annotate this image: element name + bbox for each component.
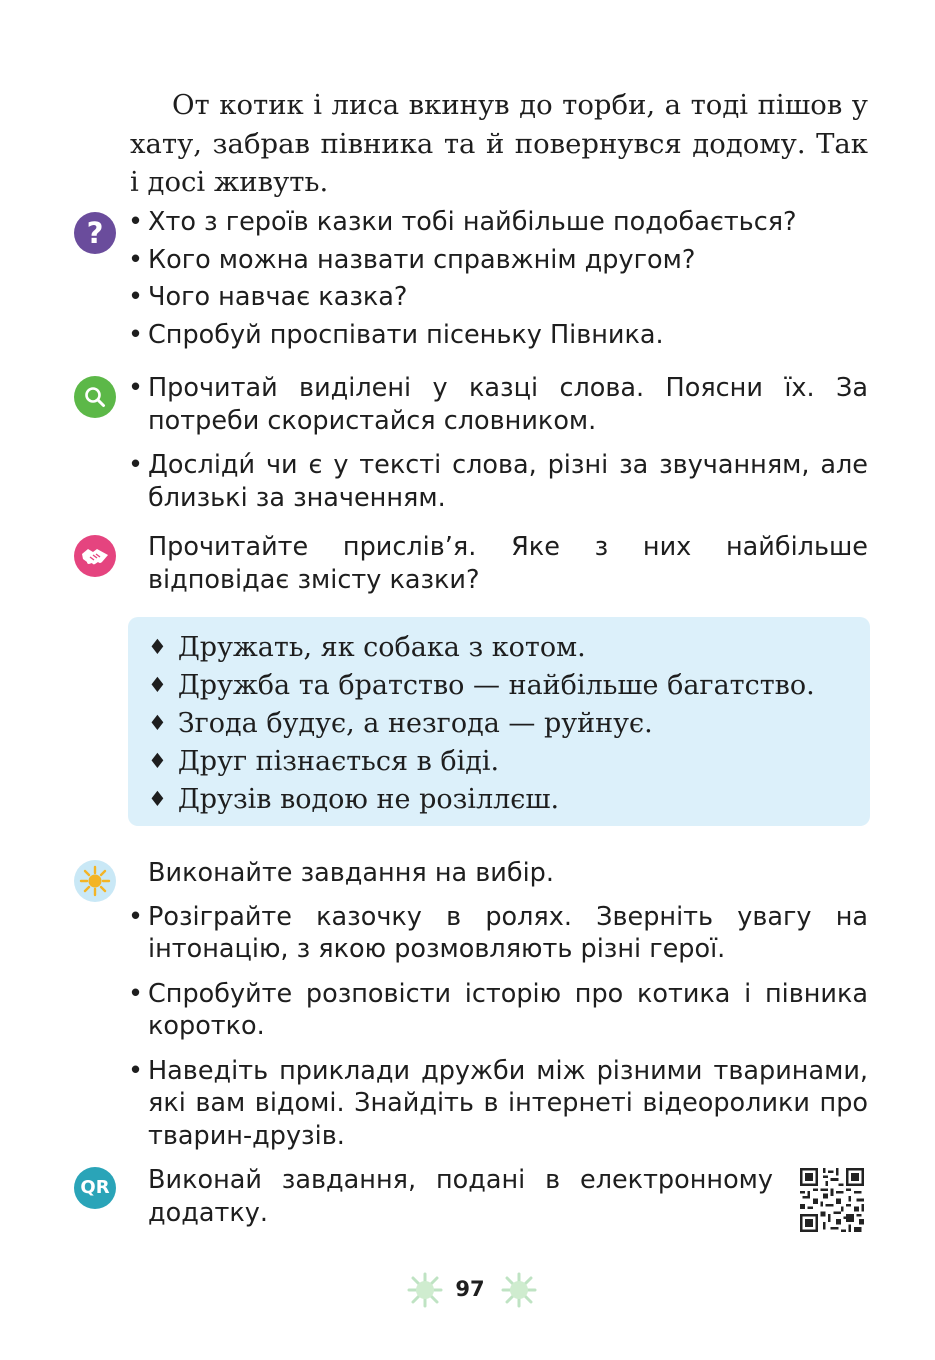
diamond-bullet-icon: ♦	[148, 749, 167, 773]
proverb-item: ♦ Дружба та братство — найбільше багатство.	[148, 670, 815, 701]
qr-code-icon[interactable]	[800, 1168, 864, 1232]
magnifier-icon	[74, 376, 116, 418]
question-item: • Чого навчає казка?	[148, 281, 868, 314]
story-ending-paragraph	[130, 86, 868, 202]
diamond-bullet-icon: ♦	[148, 787, 167, 811]
question-icon: ?	[74, 212, 116, 254]
proverbs-box	[128, 617, 870, 826]
question-item: • Спробуй проспівати пісеньку Півника.	[148, 319, 868, 352]
pair-task-text: Прочитайте прислів’я. Яке з них найбільше відповідає змісту казки?	[148, 532, 868, 595]
question-item: • Кого можна назвати справжнім другом?	[148, 244, 868, 277]
qr-task-text: Виконай завдання, подані в електронному додатку.	[148, 1165, 773, 1228]
choice-task-item: • Спробуйте розповісти історію про котика і півника коротко.	[148, 978, 868, 1043]
proverb-item: ♦ Друг пізнається в біді.	[148, 746, 500, 777]
proverb-item: ♦ Друзів водою не розіллєш.	[148, 784, 560, 815]
snowflake-ornament-icon	[500, 1271, 538, 1309]
choice-task-title: Виконайте завдання на вибір.	[148, 858, 554, 888]
choice-task-item: • Наведіть приклади дружби між різними тваринами, які вам відомі. Знайдіть в інтернеті відеоролики про тварин-друзів.	[148, 1055, 868, 1153]
sun-icon	[74, 860, 116, 902]
proverb-item: ♦ Дружать, як собака з котом.	[148, 632, 586, 663]
research-item: • Досліди́ чи є у тексті слова, різні за звучанням, але близькі за значенням.	[148, 449, 868, 514]
qr-badge-icon: QR	[74, 1167, 116, 1209]
handshake-icon	[74, 535, 116, 577]
snowflake-ornament-icon	[406, 1271, 444, 1309]
choice-task-item: • Розіграйте казочку в ролях. Зверніть увагу на інтонацію, з якою розмовляють різні герої.	[148, 901, 868, 966]
proverb-item: ♦ Згода будує, а незгода — руйнує.	[148, 708, 653, 739]
diamond-bullet-icon: ♦	[148, 711, 167, 735]
story-ending-text: От котик і лиса вкинув до торби, а тоді пішов у хату, забрав півника та й повернувся додому. Так і досі живуть.	[130, 89, 868, 198]
page-number: 97	[455, 1277, 485, 1301]
question-item: • Хто з героїв казки тобі найбільше подобається?	[148, 206, 868, 239]
research-item: • Прочитай виділені у казці слова. Поясни їх. За потреби скористайся словником.	[148, 372, 868, 437]
diamond-bullet-icon: ♦	[148, 635, 167, 659]
diamond-bullet-icon: ♦	[148, 673, 167, 697]
